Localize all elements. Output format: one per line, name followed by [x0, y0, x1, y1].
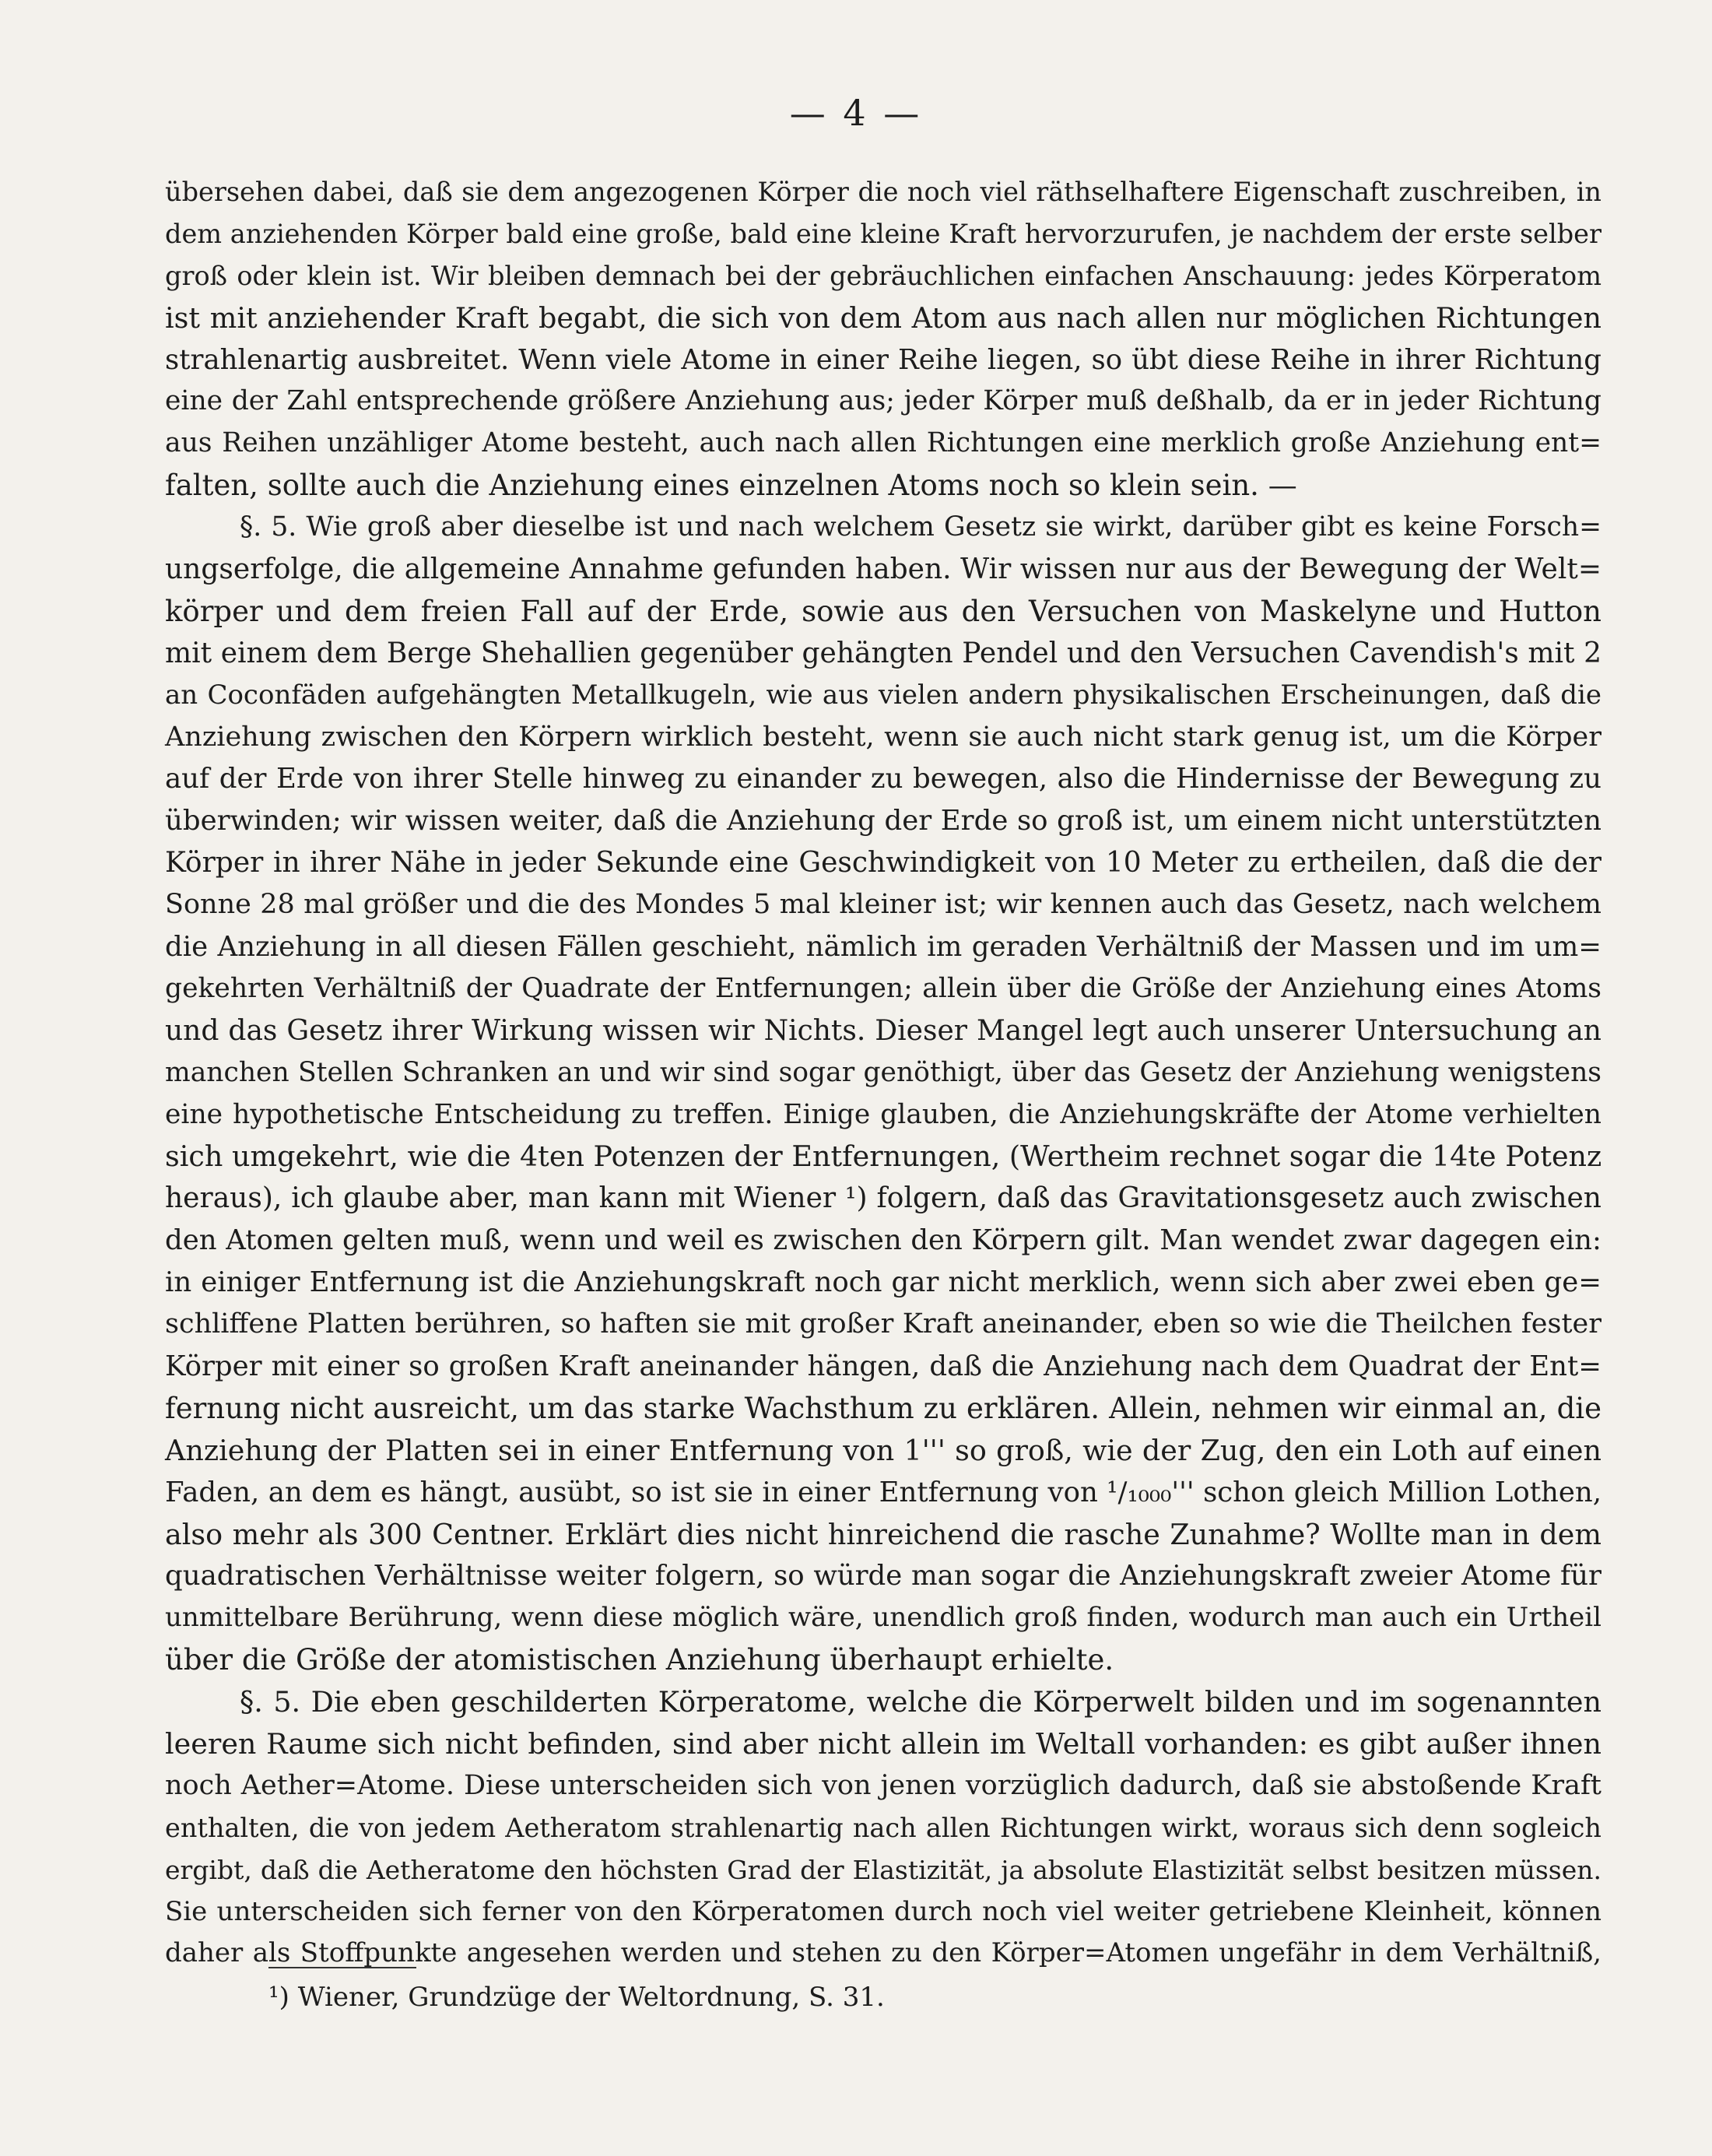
text-line: §. 5. Die eben geschilderten Körperatome, welche die Körperwelt bilden und im sogenannten	[240, 1685, 1601, 1719]
text-line: Faden, an dem es hängt, ausübt, so ist sie in einer Entfernung von ¹/₁₀₀₀''' schon gleich Million Lothen,	[165, 1476, 1601, 1508]
text-line: heraus), ich glaube aber, man kann mit Wiener ¹) folgern, daß das Gravitationsgesetz auch zwischen	[165, 1182, 1601, 1215]
text-line: gekehrten Verhältniß der Quadrate der Entfernungen; allein über die Größe der Anziehung eines Atoms	[165, 972, 1601, 1004]
text-line: unmittelbare Berührung, wenn diese möglich wäre, unendlich groß finden, wodurch man auch ein Urtheil	[165, 1602, 1601, 1634]
footnote: ¹) Wiener, Grundzüge der Weltordnung, S. 31.	[268, 1982, 885, 2013]
text-line: Anziehung der Platten sei in einer Entfernung von 1''' so groß, wie der Zug, den ein Loth auf einen	[165, 1433, 1601, 1467]
text-line: falten, sollte auch die Anziehung eines einzelnen Atoms noch so klein sein. —	[165, 469, 1297, 503]
text-line: dem anziehenden Körper bald eine große, bald eine kleine Kraft hervorzurufen, je nachdem der erste selber	[165, 218, 1601, 249]
text-line: daher als Stoffpunkte angesehen werden und stehen zu den Körper=Atomen ungefähr in dem Verhältniß,	[165, 1937, 1601, 1969]
text-line: Körper in ihrer Nähe in jeder Sekunde eine Geschwindigkeit von 10 Meter zu ertheilen, daß die der	[165, 847, 1601, 880]
text-line: körper und dem freien Fall auf der Erde, sowie aus den Versuchen von Maskelyne und Hutton	[165, 594, 1601, 628]
text-line: Sie unterscheiden sich ferner von den Körperatomen durch noch viel weiter getriebene Kleinheit, können	[165, 1895, 1601, 1927]
text-line: manchen Stellen Schranken an und wir sind sogar genöthigt, über das Gesetz der Anziehung wenigstens	[165, 1056, 1601, 1088]
text-line: Sonne 28 mal größer und die des Mondes 5 mal kleiner ist; wir kennen auch das Gesetz, nach welchem	[165, 889, 1601, 921]
text-line: übersehen dabei, daß sie dem angezogenen Körper die noch viel räthselhaftere Eigenschaft zuschreiben, in	[165, 177, 1601, 207]
text-line: schliffene Platten berühren, so haften sie mit großer Kraft aneinander, eben so wie die Theilchen fester	[165, 1308, 1601, 1340]
text-line: mit einem dem Berge Shehallien gegenüber gehängten Pendel und den Versuchen Cavendish's mit 2	[165, 637, 1601, 669]
text-line: ungserfolge, die allgemeine Annahme gefunden haben. Wir wissen nur aus der Bewegung der Welt=	[165, 553, 1601, 586]
text-line: den Atomen gelten muß, wenn und weil es zwischen den Körpern gilt. Man wendet zwar dagegen ein:	[165, 1224, 1601, 1257]
text-line: Anziehung zwischen den Körpern wirklich besteht, wenn sie auch nicht stark genug ist, um die Körper	[165, 721, 1601, 753]
text-line: aus Reihen unzähliger Atome besteht, auch nach allen Richtungen eine merklich große Anziehung ent=	[165, 427, 1601, 459]
text-line: an Coconfäden aufgehängten Metallkugeln, wie aus vielen andern physikalischen Erscheinungen, daß die	[165, 679, 1601, 711]
text-line: sich umgekehrt, wie die 4ten Potenzen der Entfernungen, (Wertheim rechnet sogar die 14te Potenz	[165, 1139, 1602, 1174]
text-line: die Anziehung in all diesen Fällen geschieht, nämlich im geraden Verhältniß der Massen und im um=	[165, 931, 1601, 964]
text-line: strahlenartig ausbreitet. Wenn viele Atome in einer Reihe liegen, so übt diese Reihe in ihrer Richtung	[165, 343, 1601, 376]
text-line: groß oder klein ist. Wir bleiben demnach bei der gebräuchlichen einfachen Anschauung: jedes Körperatom	[165, 260, 1601, 291]
text-line: fernung nicht ausreicht, um das starke Wachsthum zu erklären. Allein, nehmen wir einmal an, die	[165, 1391, 1601, 1425]
text-line: in einiger Entfernung ist die Anziehungskraft noch gar nicht merklich, wenn sich aber zwei eben ge=	[165, 1266, 1601, 1299]
text-line: über die Größe der atomistischen Anziehung überhaupt erhielte.	[165, 1643, 1114, 1677]
text-line: ergibt, daß die Aetheratome den höchsten Grad der Elastizität, ja absolute Elastizität selbst besitzen müssen.	[165, 1854, 1601, 1885]
text-line: eine hypothetische Entscheidung zu treffen. Einige glauben, die Anziehungskräfte der Atome verhielten	[165, 1098, 1601, 1130]
text-line: §. 5. Wie groß aber dieselbe ist und nach welchem Gesetz sie wirkt, darüber gibt es keine Forsch=	[240, 511, 1601, 543]
text-line: enthalten, die von jedem Aetheratom strahlenartig nach allen Richtungen wirkt, woraus sich denn sogleich	[165, 1812, 1601, 1843]
text-line: ist mit anziehender Kraft begabt, die sich von dem Atom aus nach allen nur möglichen Richtungen	[165, 300, 1601, 335]
footnote-divider	[268, 1967, 416, 1968]
text-line: Körper mit einer so großen Kraft aneinander hängen, daß die Anziehung nach dem Quadrat der Ent=	[165, 1350, 1601, 1382]
page-number: — 4 —	[789, 92, 923, 134]
body-text	[165, 171, 1601, 1975]
text-line: und das Gesetz ihrer Wirkung wissen wir Nichts. Dieser Mangel legt auch unserer Untersuchung an	[165, 1014, 1601, 1047]
text-line: auf der Erde von ihrer Stelle hinweg zu einander zu bewegen, also die Hindernisse der Bewegung zu	[165, 763, 1601, 795]
text-line: leeren Raume sich nicht befinden, sind aber nicht allein im Weltall vorhanden: es gibt außer ihnen	[165, 1726, 1601, 1761]
text-line: also mehr als 300 Centner. Erklärt dies nicht hinreichend die rasche Zunahme? Wollte man in dem	[165, 1517, 1601, 1551]
text-line: noch Aether=Atome. Diese unterscheiden sich von jenen vorzüglich dadurch, daß sie abstoßende Kraft	[165, 1769, 1601, 1801]
text-line: eine der Zahl entsprechende größere Anziehung aus; jeder Körper muß deßhalb, da er in jeder Richtung	[165, 385, 1601, 417]
text-line: überwinden; wir wissen weiter, daß die Anziehung der Erde so groß ist, um einem nicht unterstützten	[165, 805, 1601, 837]
text-line: quadratischen Verhältnisse weiter folgern, so würde man sogar die Anziehungskraft zweier Atome für	[165, 1560, 1601, 1592]
